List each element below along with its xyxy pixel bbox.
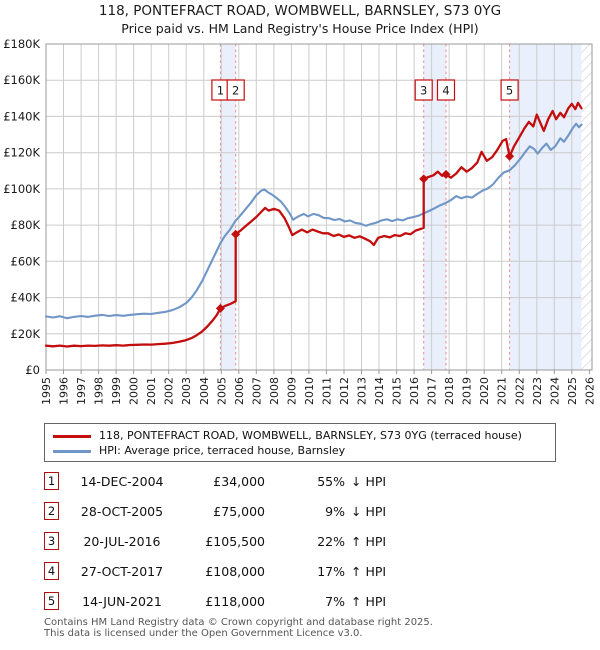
x-axis-tick-label: 1996 [57,377,71,405]
sale-date: 28-OCT-2005 [80,504,164,519]
hpi-forecast-band [510,44,582,370]
x-axis-tick-label: 2019 [460,377,474,405]
sale-pct-vs-hpi: 22% [317,534,345,549]
y-axis-tick-label: £120K [3,145,40,160]
table-row [0,472,600,496]
legend-label-hpi: HPI: Average price, terraced house, Barnsley [99,444,346,457]
chart-legend [44,423,556,462]
x-axis-tick-label: 2000 [127,377,141,405]
x-axis-tick-label: 2008 [267,377,281,405]
chart-title: 118, PONTEFRACT ROAD, WOMBWELL, BARNSLEY, S73 0YG [98,3,502,19]
x-axis-tick-label: 2001 [145,377,159,405]
x-axis-tick-label: 2003 [180,377,194,405]
sale-price: £105,500 [205,534,265,549]
sale-pct-vs-hpi: 9% [325,504,345,519]
y-axis-tick-label: £160K [3,73,40,88]
x-axis-tick-label: 1998 [92,377,106,405]
y-axis-tick-label: £80K [10,218,40,233]
sale-number-badge: 2 [44,502,59,520]
x-axis-tick-label: 2024 [548,377,562,405]
footer-line-1: Contains HM Land Registry data © Crown copyright and database right 2025. [44,617,433,628]
y-axis-tick-label: £20K [10,326,40,341]
sale-price: £118,000 [205,594,265,609]
x-axis-ticks [46,370,589,374]
x-axis-tick-label: 2015 [390,377,404,405]
y-axis-tick-label: £0 [25,363,40,377]
sale-number-flag-label: 1 [216,83,225,98]
y-axis-tick-label: £60K [10,254,40,269]
x-axis-tick-label: 2020 [478,377,492,405]
x-axis-tick-label: 2009 [285,377,299,405]
sale-hpi-direction [351,564,386,579]
x-axis-tick-label: 2017 [425,377,439,405]
x-axis-tick-label: 2004 [197,377,211,405]
y-axis-tick-label: £40K [10,290,40,305]
y-axis-tick-label: £140K [3,109,40,124]
sale-price: £75,000 [213,504,265,519]
direction-arrow-icon: ↑ [351,594,362,609]
y-axis-tick-label: £100K [3,181,40,196]
x-axis-tick-label: 2025 [565,377,579,405]
hpi-ref-label: HPI [365,564,387,579]
hpi-ref-label: HPI [365,534,387,549]
sale-date: 20-JUL-2016 [83,534,161,549]
license-footer [44,617,433,639]
table-row [0,592,600,616]
footer-line-2: This data is licensed under the Open Government Licence v3.0. [44,628,363,639]
direction-arrow-icon: ↑ [351,534,362,549]
table-row [0,502,600,526]
direction-arrow-icon: ↓ [351,474,362,489]
sale-number-badge: 1 [44,472,59,490]
sale-hpi-direction [351,474,386,489]
hpi-ref-label: HPI [365,474,387,489]
table-row [0,532,600,556]
future-hatch-region [582,44,593,370]
property-line-swatch [53,435,91,438]
x-axis-tick-label: 2023 [530,377,544,405]
x-axis-tick-label: 2002 [162,377,176,405]
x-axis-tick-label: 1999 [110,377,124,405]
x-axis-tick-label: 2006 [232,377,246,405]
sale-pct-vs-hpi: 55% [317,474,345,489]
x-axis-tick-label: 2007 [250,377,264,405]
sale-number-badge: 4 [44,562,59,580]
sale-date: 27-OCT-2017 [80,564,164,579]
sale-price: £108,000 [205,564,265,579]
chart-subtitle: Price paid vs. HM Land Registry's House Price Index (HPI) [121,21,479,36]
sale-pct-vs-hpi: 17% [317,564,345,579]
x-axis-tick-label: 2014 [373,377,386,405]
sale-date: 14-DEC-2004 [80,474,164,489]
sale-number-badge: 5 [44,592,59,610]
direction-arrow-icon: ↑ [351,564,362,579]
x-axis-tick-label: 2011 [320,377,334,405]
sale-number-flag-label: 2 [232,83,240,98]
x-axis-tick-label: 1997 [75,377,89,405]
hpi-line-swatch [53,450,91,453]
direction-arrow-icon: ↓ [351,504,362,519]
hpi-ref-label: HPI [365,504,387,519]
y-axis-tick-label: £180K [3,37,40,51]
legend-item-property [45,428,555,444]
sale-date: 14-JUN-2021 [82,594,162,609]
sale-pct-vs-hpi: 7% [325,594,345,609]
sale-hpi-direction [351,504,386,519]
x-axis-tick-label: 2021 [495,377,509,405]
x-axis-tick-label: 2005 [215,377,229,405]
sale-number-flag-label: 3 [420,83,428,98]
x-axis-tick-label: 2018 [443,377,457,405]
x-axis-tick-label: 2013 [355,377,369,405]
x-axis-tick-label: 1995 [40,377,53,405]
sale-hpi-direction [351,534,386,549]
x-axis-tick-label: 2022 [513,377,527,405]
x-axis-tick-label: 2016 [408,377,422,405]
sale-price: £34,000 [213,474,265,489]
sale-number-flag-label: 5 [505,83,514,98]
hpi-ref-label: HPI [365,594,387,609]
x-axis-tick-label: 2026 [583,377,597,405]
legend-item-hpi [45,443,555,459]
sale-number-badge: 3 [44,532,59,550]
sale-number-flag-label: 4 [442,83,450,98]
legend-label-property: 118, PONTEFRACT ROAD, WOMBWELL, BARNSLEY, S73 0YG (terraced house) [99,429,522,442]
x-axis-tick-label: 2010 [302,377,316,405]
sale-hpi-direction [351,594,386,609]
x-axis-tick-label: 2012 [338,377,351,405]
table-row [0,562,600,586]
